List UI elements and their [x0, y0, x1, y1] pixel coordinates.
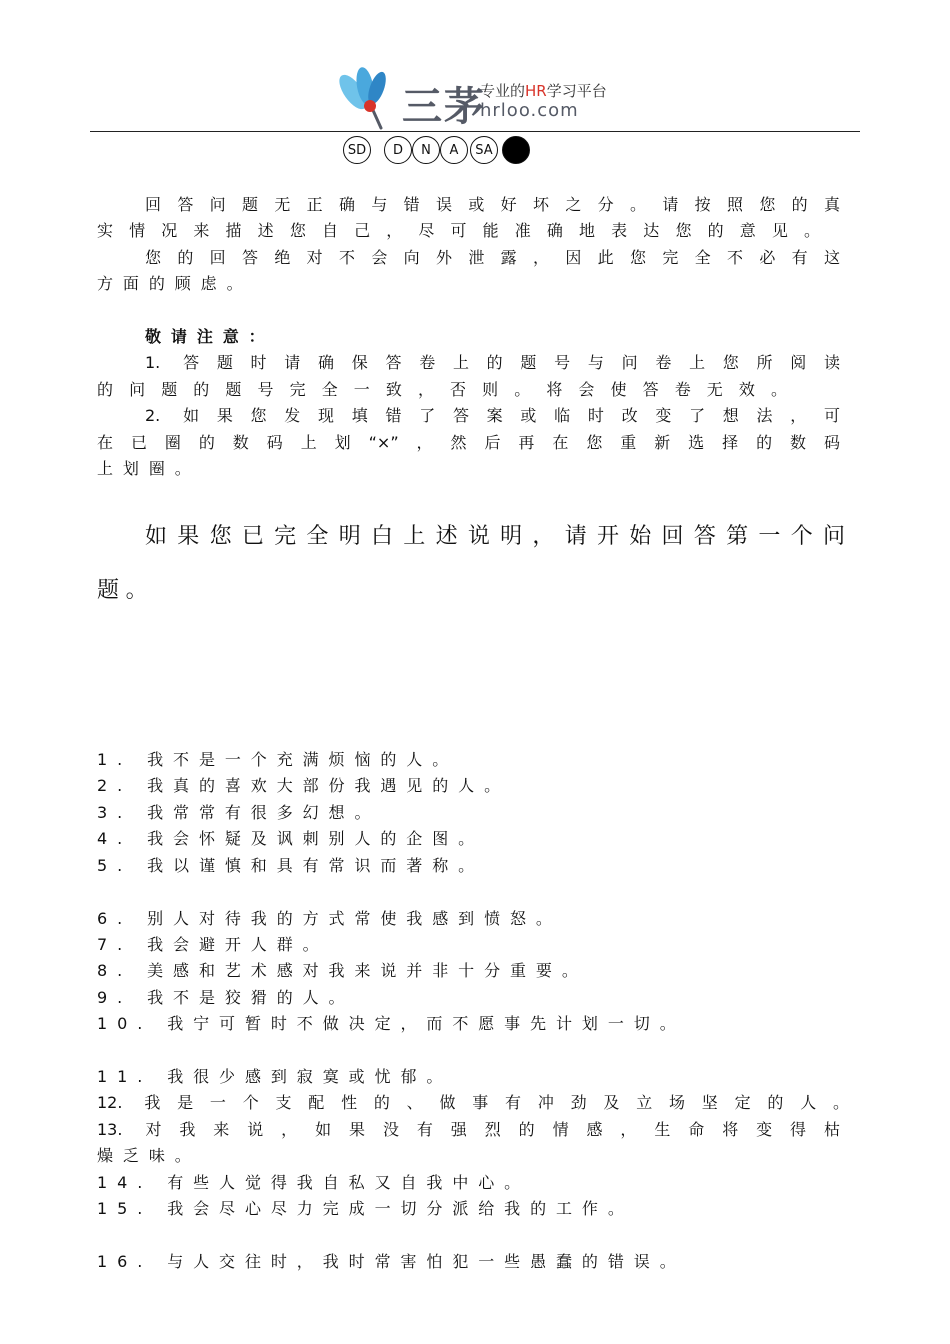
start-instruction-line1: 如果您已完全明白上述说明，请开始回答第一个问	[145, 524, 845, 549]
notice-2-line1: 2. 如果您发现填错了答案或临时改变了想法，可	[145, 406, 840, 425]
slogan-hr: HR	[525, 82, 547, 100]
scale-sd: SD	[343, 136, 371, 164]
brand-slogan	[480, 80, 607, 101]
question-13-line1: 13. 对我来说，如果没有强烈的情感，生命将变得枯	[97, 1120, 840, 1139]
question-11: 11. 我很少感到寂寞或忧郁。	[97, 1067, 453, 1086]
brand-domain: hrloo.com	[480, 100, 579, 121]
question-13-line2: 燥乏味。	[97, 1146, 201, 1165]
dragonfly-logo-icon	[335, 66, 397, 132]
slogan-after: 学习平台	[546, 82, 607, 100]
scale-d: D	[384, 136, 412, 164]
question-10: 10. 我宁可暂时不做决定，而不愿事先计划一切。	[97, 1014, 686, 1033]
slogan-before: 专业的	[480, 82, 526, 100]
notice-1-line1: 1. 答题时请确保答卷上的题号与问卷上您所阅读	[145, 353, 840, 372]
scale-n: N	[412, 136, 440, 164]
response-scale	[340, 136, 540, 166]
question-2: 2. 我真的喜欢大部份我遇见的人。	[97, 776, 510, 795]
notice-2-line3: 上划圈。	[97, 459, 201, 478]
question-1: 1. 我不是一个充满烦恼的人。	[97, 750, 459, 769]
question-14: 14. 有些人觉得我自私又自我中心。	[97, 1173, 531, 1192]
question-6: 6. 别人对待我的方式常使我感到愤怒。	[97, 909, 562, 928]
intro-p2-line2: 方面的顾虑。	[97, 274, 253, 293]
intro-p2-line1: 您的回答绝对不会向外泄露，因此您完全不必有这	[145, 248, 840, 267]
header-divider	[90, 131, 860, 132]
question-16: 16. 与人交往时，我时常害怕犯一些愚蠢的错误。	[97, 1252, 686, 1271]
question-5: 5. 我以谨慎和具有常识而著称。	[97, 856, 485, 875]
intro-p1-line2: 实情况来描述您自己，尽可能准确地表达您的意见。	[97, 221, 820, 240]
question-9: 9. 我不是狡猾的人。	[97, 988, 355, 1007]
notice-1-line2: 的问题的题号完全一致，否则。将会使答卷无效。	[97, 380, 787, 399]
question-3: 3. 我常常有很多幻想。	[97, 803, 381, 822]
question-15: 15. 我会尽心尽力完成一切分派给我的工作。	[97, 1199, 634, 1218]
question-4: 4. 我会怀疑及讽刺别人的企图。	[97, 829, 485, 848]
start-instruction-line2: 题。	[97, 578, 155, 603]
scale-sa: SA	[470, 136, 498, 164]
question-8: 8. 美感和艺术感对我来说并非十分重要。	[97, 961, 588, 980]
header	[0, 60, 950, 135]
intro-p1-line1: 回答问题无正确与错误或好坏之分。请按照您的真	[145, 195, 840, 214]
question-7: 7. 我会避开人群。	[97, 935, 329, 954]
question-12: 12. 我是一个支配性的、做事有冲劲及立场坚定的人。	[97, 1093, 849, 1112]
scale-a: A	[440, 136, 468, 164]
notice-2-line2: 在已圈的数码上划“×”，然后再在您重新选择的数码	[97, 433, 840, 452]
brand-name: 三茅	[402, 84, 486, 130]
notice-title: 敬请注意：	[145, 327, 275, 346]
scale-filled-circle	[502, 136, 530, 164]
